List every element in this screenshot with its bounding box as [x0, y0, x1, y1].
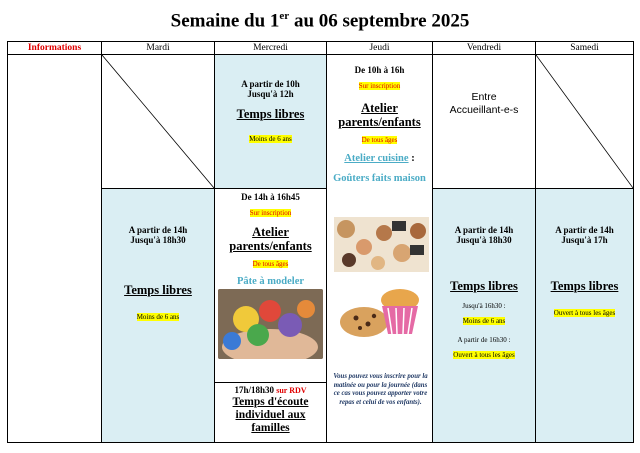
jeudi-activity-2-detail: Goûters faits maison — [333, 173, 426, 184]
header-jeudi: Jeudi — [326, 41, 433, 55]
vendredi-pm-note-1: Jusqu'à 16h30 : — [462, 302, 506, 310]
jeudi-age: De tous âges — [361, 136, 398, 144]
header-vendredi: Vendredi — [432, 41, 536, 55]
mardi-pm-time-start: A partir de 14h — [128, 225, 188, 235]
vendredi-pm-age-2: Ouvert à tous les âges — [453, 351, 515, 359]
vendredi-pm-age-1: Moins de 6 ans — [462, 317, 506, 325]
vendredi-am-text: Entre Accueillant-e-s — [449, 91, 519, 116]
cookies-photo-art — [334, 217, 429, 272]
play-dough-art — [218, 289, 323, 359]
samedi-pm-activity: Temps libres — [550, 279, 619, 293]
mercredi-morning — [214, 54, 327, 189]
header-informations: Informations — [7, 41, 102, 55]
header-samedi: Samedi — [535, 41, 634, 55]
samedi-afternoon — [535, 188, 634, 443]
mercredi-evening-time: 17h/18h30 — [234, 385, 274, 395]
header-mercredi: Mercredi — [214, 41, 327, 55]
mercredi-am-time-end: Jusqu'à 12h — [247, 89, 294, 99]
closed-diagonal — [102, 55, 214, 188]
mercredi-am-activity: Temps libres — [236, 107, 305, 121]
samedi-pm-time-end: Jusqu'à 17h — [561, 235, 608, 245]
cookie-cupcake-art — [336, 284, 426, 342]
samedi-morning-closed — [535, 54, 634, 189]
mardi-pm-time-end: Jusqu'à 18h30 — [130, 235, 186, 245]
samedi-pm-age: Ouvert à tous les âges — [553, 309, 616, 317]
jeudi-activity-2: Atelier cuisine — [344, 153, 409, 164]
mercredi-evening-rdv: sur RDV — [276, 386, 307, 395]
mercredi-pm-activity: Atelier parents/enfants — [229, 225, 312, 253]
vendredi-pm-time-end: Jusqu'à 18h30 — [456, 235, 512, 245]
mardi-afternoon — [101, 188, 215, 443]
cookie-cupcake-illustration — [336, 284, 426, 342]
mardi-pm-activity: Temps libres — [124, 283, 192, 297]
jeudi-activity-1: Atelier parents/enfants — [338, 101, 421, 129]
samedi-pm-time-start: A partir de 14h — [555, 225, 614, 235]
mercredi-pm-detail: Pâte à modeler — [236, 276, 305, 287]
vendredi-pm-note-2: A partir de 16h30 : — [457, 336, 511, 344]
mercredi-pm-signup: Sur inscription — [249, 209, 292, 217]
mercredi-afternoon — [214, 188, 327, 383]
closed-diagonal — [536, 55, 633, 188]
jeudi-time: De 10h à 16h — [354, 65, 405, 75]
vendredi-pm-time-start: A partir de 14h — [454, 225, 514, 235]
jeudi-signup: Sur inscription — [358, 82, 401, 90]
vendredi-morning — [432, 54, 536, 189]
mercredi-evening — [214, 382, 327, 443]
cookies-photo — [334, 217, 429, 272]
mardi-pm-age: Moins de 6 ans — [136, 313, 180, 321]
page-title: Semaine du 1er au 06 septembre 2025 — [170, 10, 470, 32]
jeudi-full-day: De 10h à 16h Sur inscription Atelier parents/enfants De tous âges Atelier cuisine : Goûters faits maison Vous pouvez vous inscrire pour la matinée ou pour la journée (dans ce cas vous pouvez apporter votre repas et celui de vos enfants). — [326, 54, 433, 443]
mardi-morning-closed — [101, 54, 215, 189]
schedule-table — [7, 41, 634, 443]
jeudi-note: Vous pouvez vous inscrire pour la matinée ou pour la journée (dans ce cas vous pouvez apporter votre repas et celui de vos enfants). — [333, 373, 428, 406]
informations-column — [7, 54, 102, 443]
header-mardi: Mardi — [101, 41, 215, 55]
mercredi-am-time-start: A partir de 10h — [241, 79, 300, 89]
mercredi-evening-activity: Temps d'écoute individuel aux familles — [232, 396, 309, 434]
mercredi-pm-age: De tous âges — [252, 260, 289, 268]
vendredi-pm-activity: Temps libres — [450, 279, 518, 293]
mercredi-pm-time: De 14h à 16h45 — [241, 192, 300, 202]
mercredi-am-age: Moins de 6 ans — [249, 135, 292, 143]
vendredi-afternoon — [432, 188, 536, 443]
play-dough-photo — [218, 289, 323, 359]
